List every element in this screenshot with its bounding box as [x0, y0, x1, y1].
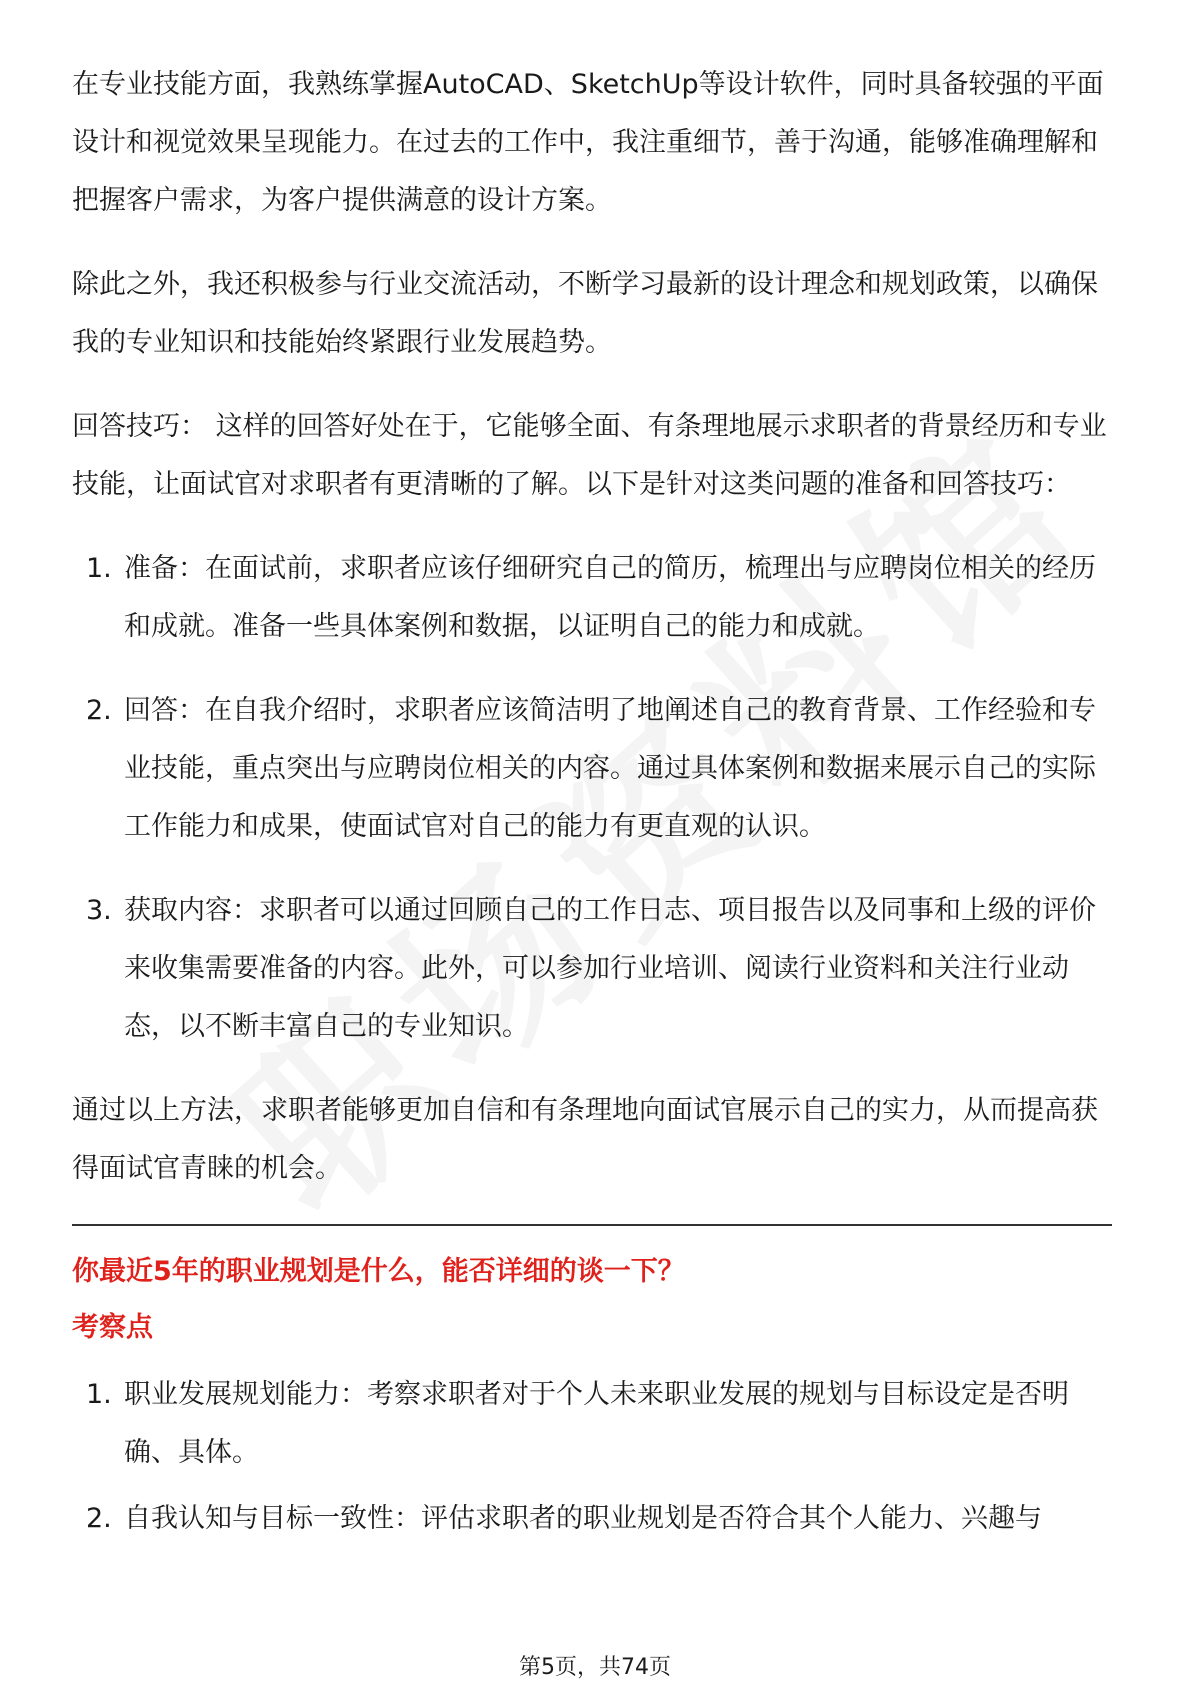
list-item: [72, 1366, 1112, 1482]
document-page: [72, 56, 1112, 1572]
list-item: [72, 682, 1112, 856]
list-item-text: 准备：在面试前，求职者应该仔细研究自己的简历，梳理出与应聘岗位相关的经历和成就。准备一些具体案例和数据，以证明自己的能力和成就。: [124, 553, 1096, 642]
paragraph-skills: 在专业技能方面，我熟练掌握AutoCAD、SketchUp等设计软件，同时具备较强的平面设计和视觉效果呈现能力。在过去的工作中，我注重细节，善于沟通，能够准确理解和把握客户需求，为客户提供满意的设计方案。: [72, 69, 1104, 216]
list-number: 2.: [86, 1503, 112, 1534]
list-item-text: 自我认知与目标一致性：评估求职者的职业规划是否符合其个人能力、兴趣与: [124, 1503, 1042, 1534]
list-number: 1.: [86, 1379, 112, 1410]
list-item: [72, 540, 1112, 656]
page-footer: 第5页，共74页: [519, 1655, 671, 1680]
paragraph-industry: 除此之外，我还积极参与行业交流活动，不断学习最新的设计理念和规划政策，以确保我的专业知识和技能始终紧跟行业发展趋势。: [72, 269, 1098, 358]
paragraph-answer-tips: 回答技巧： 这样的回答好处在于，它能够全面、有条理地展示求职者的背景经历和专业技能，让面试官对求职者有更清晰的了解。以下是针对这类问题的准备和回答技巧：: [72, 411, 1107, 500]
list-item-text: 获取内容：求职者可以通过回顾自己的工作日志、项目报告以及同事和上级的评价来收集需要准备的内容。此外，可以参加行业培训、阅读行业资料和关注行业动态，以不断丰富自己的专业知识。: [124, 895, 1096, 1042]
list-number: 3.: [86, 895, 112, 926]
question-heading: 你最近5年的职业规划是什么，能否详细的谈一下？: [72, 1256, 685, 1287]
paragraph-conclusion: 通过以上方法，求职者能够更加自信和有条理地向面试官展示自己的实力，从而提高获得面试官青睐的机会。: [72, 1095, 1098, 1184]
list-number: 2.: [86, 695, 112, 726]
tips-list: [72, 540, 1112, 1056]
section-divider: [72, 1224, 1112, 1226]
list-item: [72, 1490, 1112, 1548]
points-list: [72, 1366, 1112, 1548]
list-number: 1.: [86, 553, 112, 584]
list-item-text: 回答：在自我介绍时，求职者应该简洁明了地阐述自己的教育背景、工作经验和专业技能，重点突出与应聘岗位相关的内容。通过具体案例和数据来展示自己的实际工作能力和成果，使面试官对自己的能力有更直观的认识。: [124, 695, 1096, 842]
list-item-text: 职业发展规划能力：考察求职者对于个人未来职业发展的规划与目标设定是否明确、具体。: [124, 1379, 1069, 1468]
section-heading: 考察点: [72, 1312, 153, 1343]
list-item: [72, 882, 1112, 1056]
